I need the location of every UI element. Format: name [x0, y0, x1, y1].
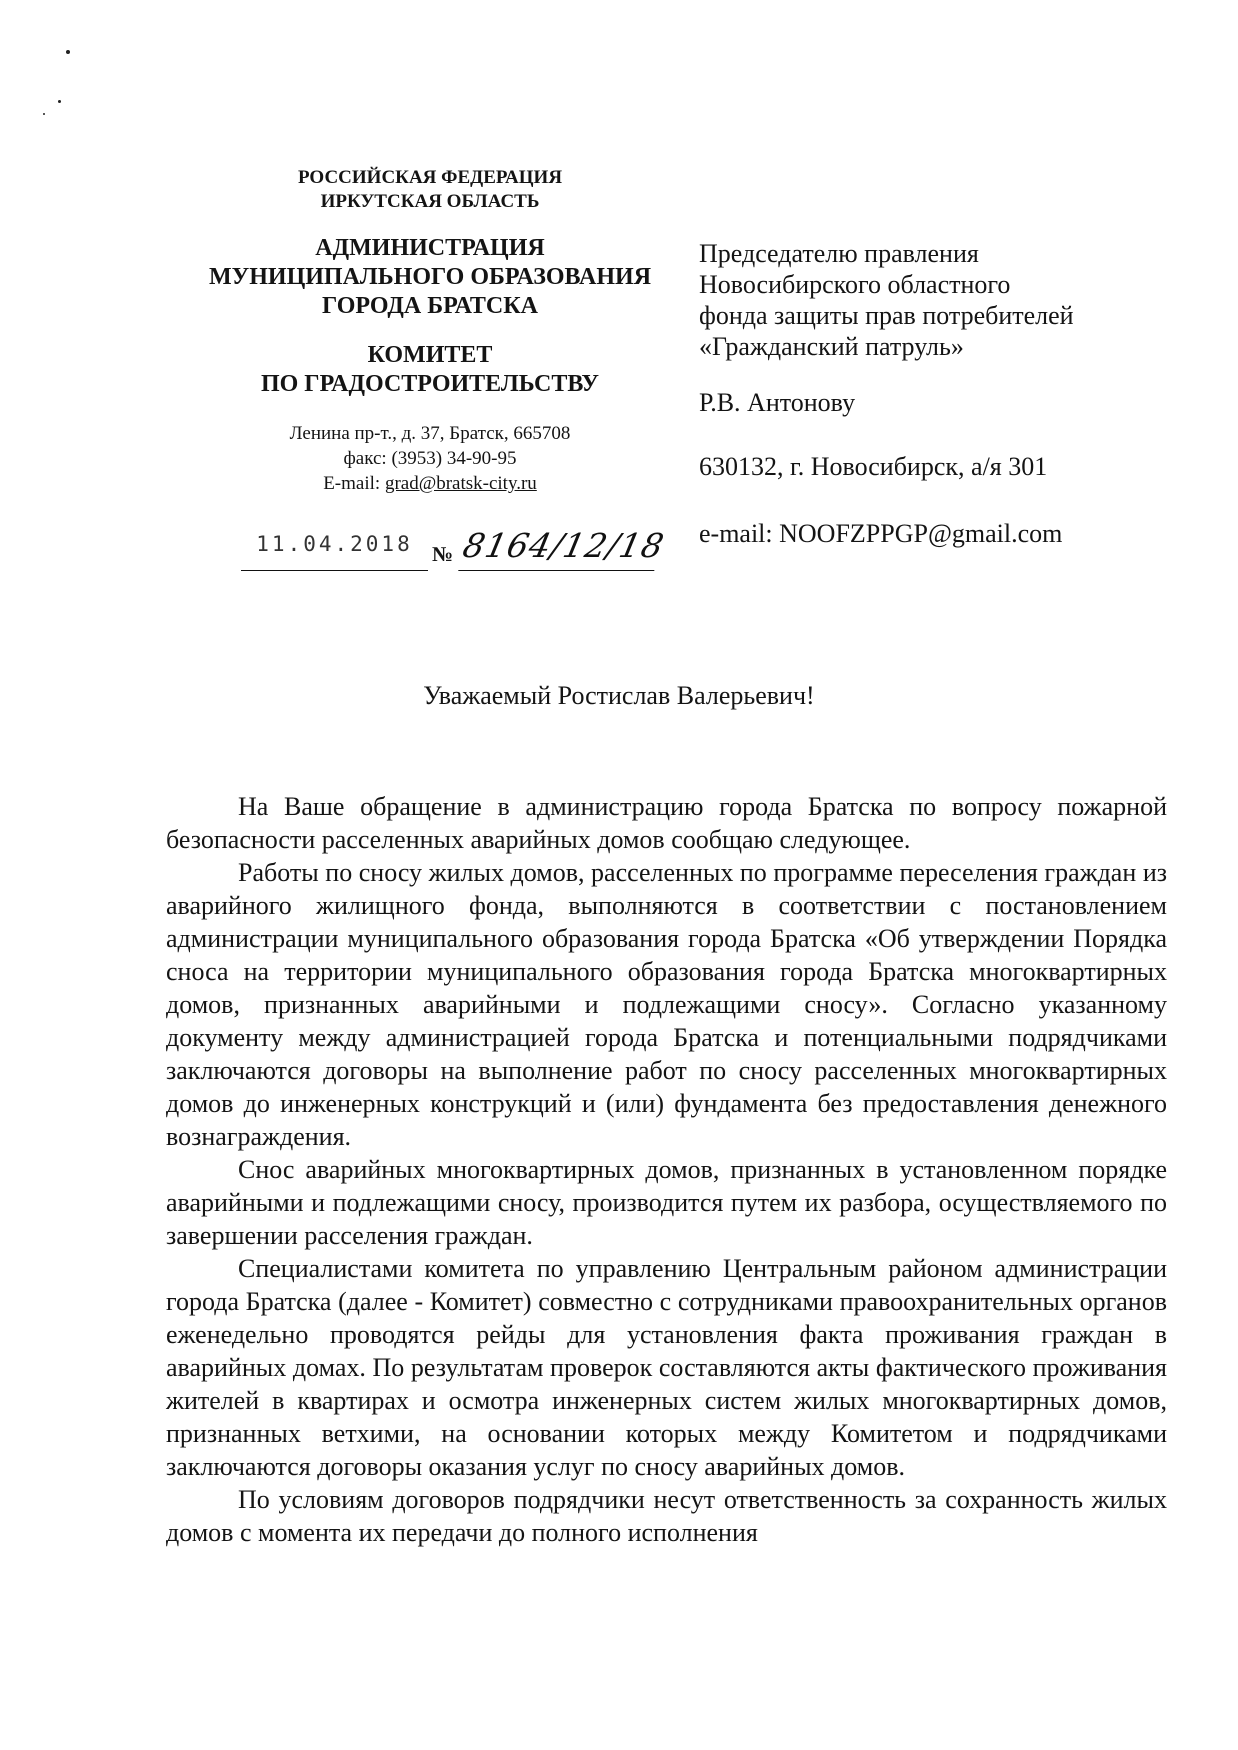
salutation: Уважаемый Ростислав Валерьевич!	[423, 681, 815, 710]
registration-number: 8164/12/18	[458, 526, 664, 571]
recipient-block	[699, 238, 1219, 549]
recipient-address: 630132, г. Новосибирск, а/я 301	[699, 452, 1048, 481]
region-name: ИРКУТСКАЯ ОБЛАСТЬ	[320, 191, 540, 212]
sender-email-line	[180, 471, 680, 496]
body-paragraph: На Ваше обращение в администрацию города Братска по вопросу пожарной безопасности расселенных аварийных домов сообщаю следующее.	[166, 792, 1167, 854]
scan-speck	[43, 113, 45, 115]
body-paragraph: По условиям договоров подрядчики несут ответственность за сохранность жилых домов с момента их передачи до полного исполнения	[166, 1485, 1167, 1547]
country-name: РОССИЙСКАЯ ФЕДЕРАЦИЯ	[297, 167, 563, 188]
scan-speck	[66, 50, 70, 54]
sender-email-link[interactable]: grad@bratsk-city.ru	[384, 473, 537, 494]
recipient-title-line4: «Гражданский патруль»	[699, 332, 964, 361]
sender-header	[180, 166, 680, 496]
org-name-line1: АДМИНИСТРАЦИЯ	[315, 235, 545, 261]
body-paragraph: Снос аварийных многоквартирных домов, признанных в установленном порядке аварийными и подлежащими сносу, производится путем их разбора, осуществляемого по завершении расселения граждан.	[166, 1155, 1167, 1250]
sender-fax: факс: (3953) 34-90-95	[343, 448, 517, 469]
committee-name-line2: ПО ГРАДОСТРОИТЕЛЬСТВУ	[260, 371, 600, 397]
body-paragraph: Специалистами комитета по управлению Центральным районом администрации города Братска (далее - Комитет) совместно с сотрудниками правоохранительных органов еженедельно проводятся рейды для установления факта проживания граждан в аварийных домах. По результатам проверок составляются акты фактического проживания жителей в квартирах и осмотра инженерных систем жилых многоквартирных домов, признанных ветхими, на основании которых между Комитетом и подрядчиками заключаются договоры оказания услуг по сносу аварийных домов.	[166, 1254, 1167, 1481]
committee-name-line1: КОМИТЕТ	[367, 342, 493, 368]
registration-number-sign: №	[432, 542, 454, 566]
registration-line	[241, 526, 668, 572]
recipient-title-line1: Председателю правления	[699, 239, 979, 268]
org-name-line3: ГОРОДА БРАТСКА	[322, 293, 538, 319]
recipient-title-line3: фонда защиты прав потребителей	[699, 301, 1074, 330]
body-paragraph: Работы по сносу жилых домов, расселенных по программе переселения граждан из аварийного жилищного фонда, выполняются в соответствии с постановлением администрации муниципального образования города Братска «Об утверждении Порядка сноса на территории муниципального образования города Братска многоквартирных домов, признанных аварийными и подлежащими сносу». Согласно указанному документу между администрацией города Братска и потенциальными подрядчиками заключаются договоры на выполнение работ по сносу расселенных многоквартирных домов до инженерных конструкций и (или) фундамента без предоставления денежного вознаграждения.	[166, 858, 1167, 1151]
letter-body	[166, 790, 1167, 1549]
sender-email-label: E-mail:	[323, 473, 385, 494]
sender-address: Ленина пр-т., д. 37, Братск, 665708	[289, 423, 571, 444]
org-name-line2: МУНИЦИПАЛЬНОГО ОБРАЗОВАНИЯ	[208, 264, 652, 290]
recipient-email: e-mail: NOOFZPPGP@gmail.com	[699, 519, 1063, 548]
scan-speck	[58, 100, 61, 103]
recipient-title-line2: Новосибирского областного	[699, 270, 1011, 299]
recipient-name: Р.В. Антонову	[699, 388, 856, 417]
registration-date: 11.04.2018	[241, 526, 428, 571]
